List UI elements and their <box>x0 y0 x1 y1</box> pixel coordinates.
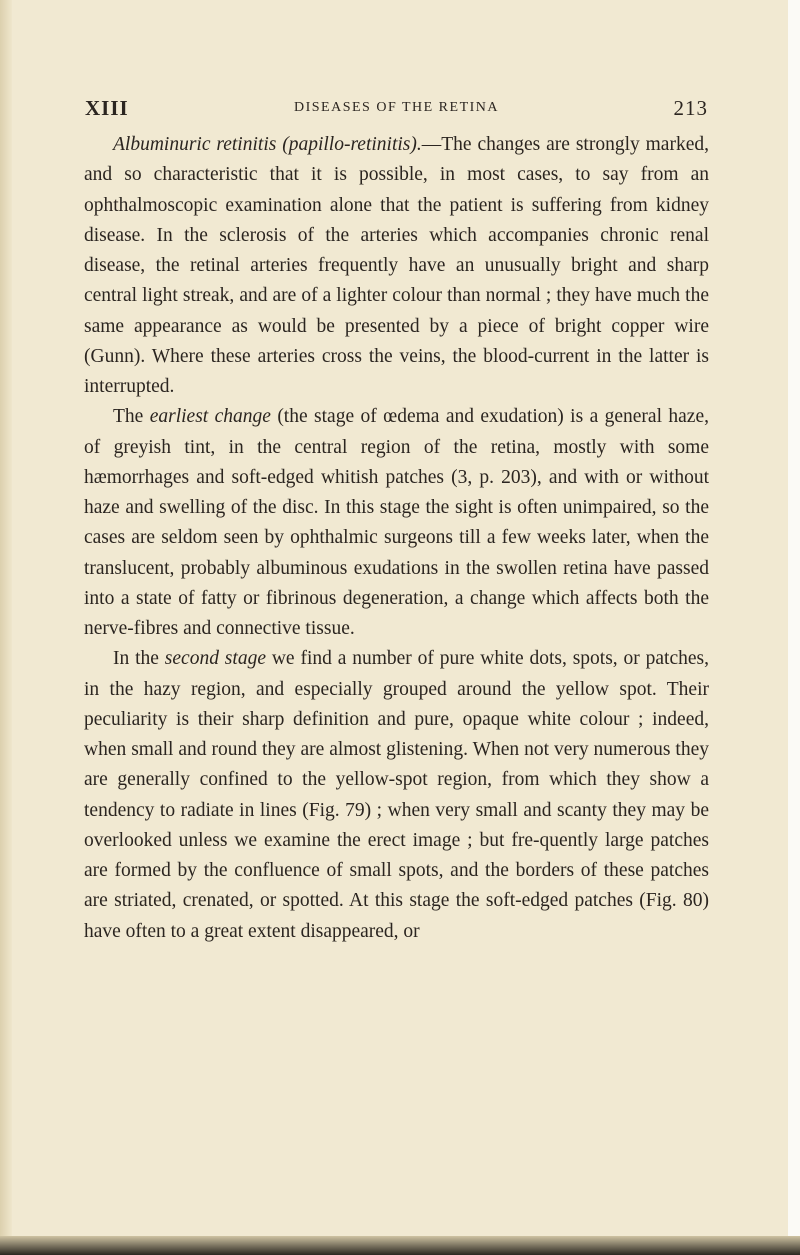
paragraph-text: (the stage of œdema and exudation) is a general haze, of greyish tint, in the central region of the retina, mostly with some hæmorrhages and soft-edged whitish patches (3, p. 203), and with or without haze and swelling of the disc. In this stage the sight is often unimpaired, so the cases are seldom seen by ophthalmic surgeons till a few weeks later, when the translucent, probably albuminous exudations in the swollen retina have passed into a state of fatty or fibrinous degeneration, a change which affects both the nerve-fibres and connective tissue. <box>84 406 709 639</box>
paragraph-text: we find a number of pure white dots, spots, or patches, in the hazy region, and especially grouped around the yellow spot. Their peculiarity is their sharp definition and pure, opaque white colour ; indeed, when small and round they are almost glistening. When not very numerous they are generally confined to the yellow-spot region, from which they show a tendency to radiate in lines (Fig. 79) ; when very small and scanty they may be overlooked unless we examine the erect image ; but fre-quently large patches are formed by the confluence of small spots, and the borders of these patches are striated, crenated, or spotted. At this stage the soft-edged patches (Fig. 80) have often to a great extent disappeared, or <box>84 648 710 942</box>
page-right-margin <box>788 0 800 1255</box>
running-header <box>85 93 708 123</box>
paragraph-lead-heading: Albuminuric retinitis (papillo-retinitis). <box>113 134 422 155</box>
book-spine-edge <box>0 0 12 1255</box>
chapter-number: XIII <box>85 96 129 120</box>
paragraph-text: —The changes are strongly marked, and so characteristic that it is possible, in most cases, to say from an ophthalmoscopic examination alone that the patient is suffering from kidney disease. In the sclerosis of the arteries which accompanies chronic renal disease, the retinal arteries frequently have an unusually bright and sharp central light streak, and are of a lighter colour than normal ; they have much the same appearance as would be presented by a piece of bright copper wire (Gunn). Where these arteries cross the veins, the blood-current in the latter is interrupted. <box>84 134 709 397</box>
running-title: DISEASES OF THE RETINA <box>293 100 500 115</box>
page-number: 213 <box>673 96 708 120</box>
paragraph-albuminuric-retinitis <box>84 130 709 402</box>
paragraph-emphasis: earliest change <box>149 406 271 428</box>
body-text <box>84 130 709 947</box>
paragraph-earliest-change <box>84 402 709 644</box>
paragraph-second-stage <box>84 644 709 947</box>
paragraph-emphasis: second stage <box>164 648 266 670</box>
page-bottom-shadow <box>0 1236 800 1255</box>
paragraph-prefix: The <box>113 406 150 428</box>
paragraph-prefix: In the <box>113 648 165 670</box>
